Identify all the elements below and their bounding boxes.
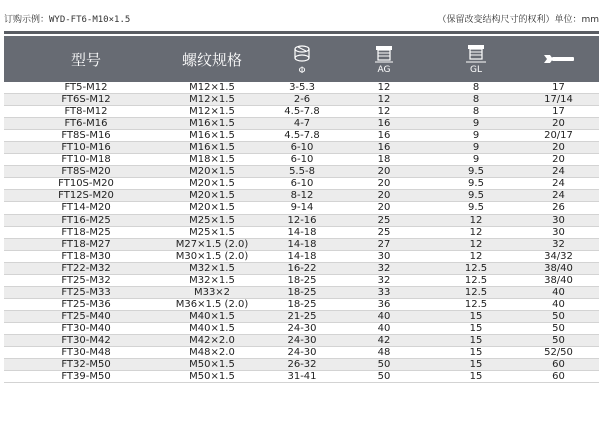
- cell-gl: 12.5: [464, 262, 488, 274]
- cell-model: FT10-M16: [61, 142, 111, 154]
- cell-gl: 12.5: [464, 298, 488, 310]
- cell-thread-spec: M20×1.5: [189, 202, 235, 214]
- table-row: [4, 323, 599, 335]
- cell-wrench-size: 50: [552, 322, 565, 334]
- cell-model: FT6-M16: [64, 118, 108, 130]
- table-row: [4, 178, 599, 190]
- cell-model: FT25-M40: [61, 310, 111, 322]
- table-row: [4, 347, 599, 359]
- cell-model: FT25-M33: [61, 286, 111, 298]
- cell-gl: 12: [469, 238, 483, 250]
- cell-ag: 36: [377, 298, 391, 310]
- table-row: [4, 359, 599, 371]
- cell-model: FT5-M12: [64, 82, 108, 93]
- cell-phi-range: 21-25: [287, 310, 317, 322]
- cell-phi-range: 26-32: [287, 359, 317, 371]
- cell-phi-range: 3-5.3: [289, 82, 315, 93]
- cell-ag: 32: [377, 274, 391, 286]
- cell-thread-spec: M36×1.5 (2.0): [175, 298, 249, 310]
- cell-gl: 9.5: [468, 202, 484, 214]
- cell-gl: 15: [469, 310, 483, 322]
- cell-gl: 15: [469, 359, 483, 371]
- cell-ag: 25: [377, 226, 391, 238]
- cell-model: FT16-M25: [61, 214, 111, 226]
- cell-thread-spec: M40×1.5: [189, 322, 235, 334]
- cell-phi-range: 5.5-8: [289, 166, 315, 178]
- cell-gl: 8: [472, 106, 480, 118]
- gl-label: GL: [470, 64, 482, 75]
- cell-gl: 12: [469, 226, 483, 238]
- cell-phi-range: 31-41: [287, 371, 317, 383]
- cell-phi-range: 2-6: [293, 94, 311, 106]
- cell-model: FT18-M27: [61, 238, 111, 250]
- cell-ag: 16: [377, 142, 391, 154]
- cell-phi-range: 18-25: [287, 298, 317, 310]
- cell-wrench-size: 20: [552, 154, 565, 166]
- cell-gl: 15: [469, 371, 483, 383]
- cell-ag: 32: [377, 262, 391, 274]
- ag-label: AG: [377, 64, 391, 75]
- table-row: [4, 335, 599, 347]
- column-header-model: 型号: [70, 50, 101, 69]
- cell-gl: 15: [469, 347, 483, 359]
- cell-wrench-size: 24: [552, 166, 565, 178]
- cell-thread-spec: M33×2: [193, 286, 231, 298]
- column-header-phi: [266, 36, 338, 82]
- cell-ag: 12: [377, 82, 391, 93]
- unit-note-text: （保留改变结构尺寸的权利）单位：mm: [437, 15, 599, 25]
- column-header-wrench: [516, 36, 601, 82]
- table-row: [4, 202, 599, 214]
- cell-ag: 20: [377, 202, 391, 214]
- cell-phi-range: 8-12: [290, 190, 314, 202]
- cell-gl: 9: [472, 118, 480, 130]
- cell-thread-spec: M20×1.5: [189, 178, 235, 190]
- cell-thread-spec: M30×1.5 (2.0): [175, 250, 249, 262]
- cell-phi-range: 16-22: [287, 262, 317, 274]
- cell-gl: 12: [469, 250, 483, 262]
- cell-ag: 42: [377, 334, 391, 346]
- cell-ag: 48: [377, 347, 391, 359]
- cell-model: FT32-M50: [61, 359, 111, 371]
- cell-thread-spec: M25×1.5: [189, 214, 235, 226]
- cell-ag: 27: [377, 238, 391, 250]
- top-line: [4, 12, 599, 26]
- cell-ag: 16: [377, 130, 391, 142]
- table-row: [4, 166, 599, 178]
- cell-thread-spec: M16×1.5: [189, 118, 235, 130]
- cell-model: FT25-M32: [61, 274, 111, 286]
- cell-thread-spec: M50×1.5: [189, 371, 235, 383]
- thread-length-icon: [373, 44, 395, 64]
- cell-wrench-size: 20: [552, 118, 565, 130]
- cell-phi-range: 14-18: [287, 250, 317, 262]
- cell-model: FT18-M25: [61, 226, 111, 238]
- cell-gl: 9: [472, 142, 480, 154]
- gland-length-icon: [464, 44, 488, 64]
- cell-ag: 12: [377, 106, 391, 118]
- cell-ag: 40: [377, 310, 391, 322]
- cell-phi-range: 4.5-7.8: [284, 130, 320, 142]
- table-row: [4, 275, 599, 287]
- table-row: [4, 190, 599, 202]
- cell-model: FT39-M50: [61, 371, 111, 383]
- cell-model: FT8-M12: [64, 106, 108, 118]
- cell-phi-range: 4-7: [293, 118, 311, 130]
- table-row: [4, 251, 599, 263]
- cell-wrench-size: 17/14: [544, 94, 573, 106]
- cell-phi-range: 14-18: [287, 226, 317, 238]
- cell-thread-spec: M20×1.5: [189, 166, 235, 178]
- cell-wrench-size: 30: [552, 226, 565, 238]
- table-row: [4, 371, 599, 383]
- table-row: [4, 227, 599, 239]
- cell-wrench-size: 52/50: [544, 347, 573, 359]
- phi-label: Φ: [298, 65, 306, 76]
- cell-thread-spec: M16×1.5: [189, 130, 235, 142]
- table-row: [4, 142, 599, 154]
- cell-thread-spec: M18×1.5: [189, 154, 235, 166]
- column-header-gl: [436, 36, 516, 82]
- table-row: [4, 287, 599, 299]
- cell-gl: 8: [472, 82, 480, 93]
- cell-wrench-size: 60: [552, 359, 565, 371]
- cell-wrench-size: 17: [552, 82, 565, 93]
- cell-phi-range: 6-10: [290, 142, 314, 154]
- cell-thread-spec: M12×1.5: [189, 82, 235, 93]
- order-example-text: 订购示例：WYD-FT6-M10×1.5: [4, 15, 131, 25]
- cell-phi-range: 12-16: [287, 214, 317, 226]
- table-row: [4, 118, 599, 130]
- cell-gl: 9.5: [468, 166, 484, 178]
- cell-model: FT22-M32: [61, 262, 111, 274]
- table-row: [4, 82, 599, 94]
- cell-ag: 30: [377, 250, 391, 262]
- cell-model: FT6S-M12: [61, 94, 111, 106]
- cell-gl: 9.5: [468, 190, 484, 202]
- cell-gl: 12.5: [464, 286, 488, 298]
- cell-model: FT8S-M16: [61, 130, 111, 142]
- cell-ag: 50: [377, 359, 391, 371]
- cell-model: FT30-M40: [61, 322, 111, 334]
- cell-gl: 12: [469, 214, 483, 226]
- cell-gl: 9: [472, 154, 480, 166]
- cell-gl: 15: [469, 334, 483, 346]
- cable-gland-diameter-icon: [291, 43, 313, 65]
- cell-thread-spec: M50×1.5: [189, 359, 235, 371]
- cell-model: FT12S-M20: [58, 190, 114, 202]
- cell-gl: 15: [469, 322, 483, 334]
- cell-wrench-size: 24: [552, 178, 565, 190]
- cell-wrench-size: 20: [552, 142, 565, 154]
- table-row: [4, 239, 599, 251]
- wrench-icon: [542, 52, 576, 66]
- cell-wrench-size: 20/17: [544, 130, 573, 142]
- column-header-ag: [354, 36, 414, 82]
- table-header: [4, 36, 599, 82]
- cell-thread-spec: M48×2.0: [189, 347, 235, 359]
- cell-thread-spec: M40×1.5: [189, 310, 235, 322]
- cell-model: FT10S-M20: [58, 178, 114, 190]
- cell-wrench-size: 50: [552, 334, 565, 346]
- cell-thread-spec: M32×1.5: [189, 274, 235, 286]
- cell-gl: 12.5: [464, 274, 488, 286]
- table-row: [4, 94, 599, 106]
- cell-wrench-size: 32: [552, 238, 565, 250]
- cell-phi-range: 18-25: [287, 286, 317, 298]
- cell-wrench-size: 38/40: [544, 274, 573, 286]
- cell-phi-range: 24-30: [287, 322, 317, 334]
- cell-wrench-size: 24: [552, 190, 565, 202]
- cell-thread-spec: M27×1.5 (2.0): [175, 238, 249, 250]
- cell-thread-spec: M42×2.0: [189, 334, 235, 346]
- cell-gl: 9.5: [468, 178, 484, 190]
- cell-wrench-size: 17: [552, 106, 565, 118]
- cell-model: FT10-M18: [61, 154, 111, 166]
- cell-gl: 9: [472, 130, 480, 142]
- cell-thread-spec: M16×1.5: [189, 142, 235, 154]
- cell-thread-spec: M12×1.5: [189, 106, 235, 118]
- cell-ag: 20: [377, 178, 391, 190]
- table-row: [4, 130, 599, 142]
- cell-thread-spec: M20×1.5: [189, 190, 235, 202]
- table-row: [4, 154, 599, 166]
- table-row: [4, 311, 599, 323]
- cell-phi-range: 14-18: [287, 238, 317, 250]
- cell-wrench-size: 50: [552, 310, 565, 322]
- cell-wrench-size: 40: [552, 286, 565, 298]
- table-body: [4, 82, 599, 383]
- table-row: [4, 215, 599, 227]
- cell-phi-range: 18-25: [287, 274, 317, 286]
- table-row: [4, 263, 599, 275]
- cell-ag: 20: [377, 166, 391, 178]
- cell-ag: 12: [377, 94, 391, 106]
- cell-ag: 33: [377, 286, 391, 298]
- column-header-thread-spec: 螺纹规格: [181, 50, 242, 69]
- cell-gl: 8: [472, 94, 480, 106]
- cell-wrench-size: 26: [552, 202, 565, 214]
- cell-ag: 40: [377, 322, 391, 334]
- cell-wrench-size: 60: [552, 371, 565, 383]
- cell-wrench-size: 34/32: [544, 250, 573, 262]
- cell-model: FT18-M30: [61, 250, 111, 262]
- cell-phi-range: 6-10: [290, 154, 314, 166]
- cell-thread-spec: M25×1.5: [189, 226, 235, 238]
- cell-model: FT14-M20: [61, 202, 111, 214]
- cell-phi-range: 9-14: [290, 202, 314, 214]
- cell-wrench-size: 38/40: [544, 262, 573, 274]
- cell-phi-range: 24-30: [287, 334, 317, 346]
- cell-thread-spec: M32×1.5: [189, 262, 235, 274]
- cell-model: FT8S-M20: [61, 166, 111, 178]
- cell-phi-range: 24-30: [287, 347, 317, 359]
- cell-wrench-size: 30: [552, 214, 565, 226]
- table-row: [4, 299, 599, 311]
- cell-model: FT25-M36: [61, 298, 111, 310]
- cell-phi-range: 6-10: [290, 178, 314, 190]
- cell-ag: 16: [377, 118, 391, 130]
- table-row: [4, 106, 599, 118]
- cell-ag: 18: [377, 154, 391, 166]
- cell-wrench-size: 40: [552, 298, 565, 310]
- header-divider: [4, 31, 599, 34]
- cell-phi-range: 4.5-7.8: [284, 106, 320, 118]
- cell-ag: 20: [377, 190, 391, 202]
- cell-ag: 25: [377, 214, 391, 226]
- cell-model: FT30-M42: [61, 334, 111, 346]
- cell-model: FT30-M48: [61, 347, 111, 359]
- cell-thread-spec: M12×1.5: [189, 94, 235, 106]
- cell-ag: 50: [377, 371, 391, 383]
